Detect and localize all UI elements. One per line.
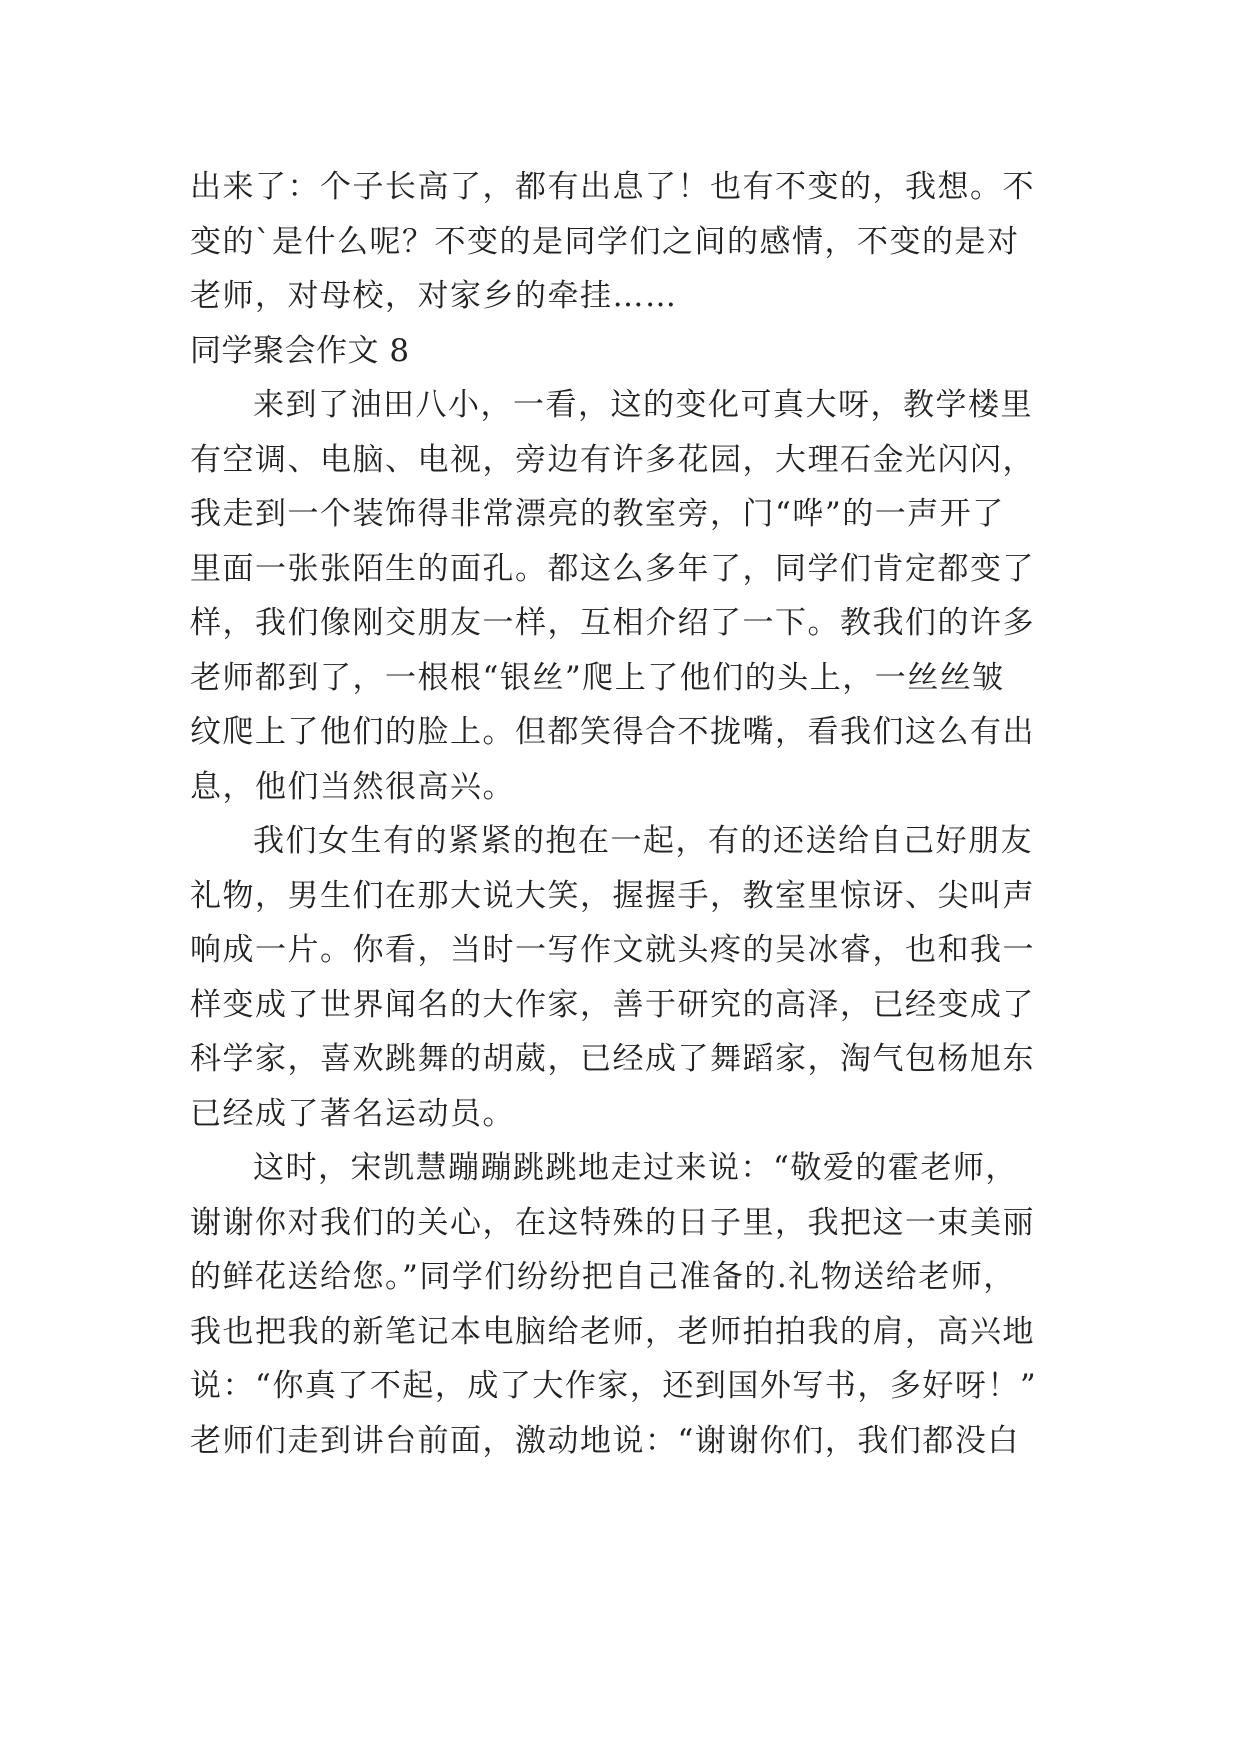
- paragraph-first-line: 我们女生有的紧紧的抱在一起，有的还送给自己好朋友: [253, 823, 1033, 859]
- text-line: 老师都到了，一根根“银丝”爬上了他们的头上，一丝丝皱: [190, 659, 1005, 696]
- text-line: 里面一张张陌生的面孔。都这么多年了，同学们肯定都变了: [190, 550, 1035, 587]
- text-line: 科学家，喜欢跳舞的胡葳，已经成了舞蹈家，淘气包杨旭东: [190, 1041, 1035, 1077]
- text-line: 变的`是什么呢？不变的是同学们之间的感情，不变的是对: [190, 223, 1020, 260]
- text-line: 我走到一个装饰得非常漂亮的教室旁，门“哗”的一声开了: [190, 496, 1005, 532]
- text-line: 响成一片。你看，当时一写作文就头疼的吴冰睿，也和我一: [190, 932, 1035, 968]
- text-line: 已经成了著名运动员。: [190, 1095, 515, 1132]
- section-heading: 同学聚会作文 8: [190, 332, 410, 369]
- paragraph-first-line: 这时，宋凯慧蹦蹦跳跳地走过来说：“敬爱的霍老师，: [253, 1150, 1018, 1186]
- document-body: [190, 160, 1050, 1468]
- text-line: 我也把我的新笔记本电脑给老师，老师拍拍我的肩，高兴地: [190, 1313, 1035, 1350]
- text-line: 谢谢你对我们的关心，在这特殊的日子里，我把这一束美丽: [190, 1204, 1035, 1241]
- text-line: 老师们走到讲台前面，激动地说：“谢谢你们，我们都没白: [190, 1422, 1020, 1459]
- text-line: 样变成了世界闻名的大作家，善于研究的高泽，已经变成了: [190, 986, 1035, 1023]
- paragraph-first-line: 来到了油田八小，一看，这的变化可真大呀，教学楼里: [253, 387, 1033, 423]
- text-line: 的鲜花送给您。”同学们纷纷把自己准备的.礼物送给老师，: [190, 1259, 1016, 1295]
- text-line: 样，我们像刚交朋友一样，互相介绍了一下。教我们的许多: [190, 605, 1035, 641]
- text-line: 老师，对母校，对家乡的牵挂……: [190, 278, 678, 314]
- text-line: 礼物，男生们在那大说大笑，握握手，教室里惊讶、尖叫声: [190, 877, 1035, 914]
- text-line: 出来了：个子长高了，都有出息了！也有不变的，我想。不: [190, 169, 1035, 205]
- text-line: 有空调、电脑、电视，旁边有许多花园，大理石金光闪闪，: [190, 441, 1035, 478]
- text-line: 纹爬上了他们的脸上。但都笑得合不拢嘴，看我们这么有出: [190, 714, 1035, 750]
- text-line: 息，他们当然很高兴。: [190, 768, 515, 805]
- text-line: 说：“你真了不起，成了大作家，还到国外写书，多好呀！”: [190, 1368, 1038, 1404]
